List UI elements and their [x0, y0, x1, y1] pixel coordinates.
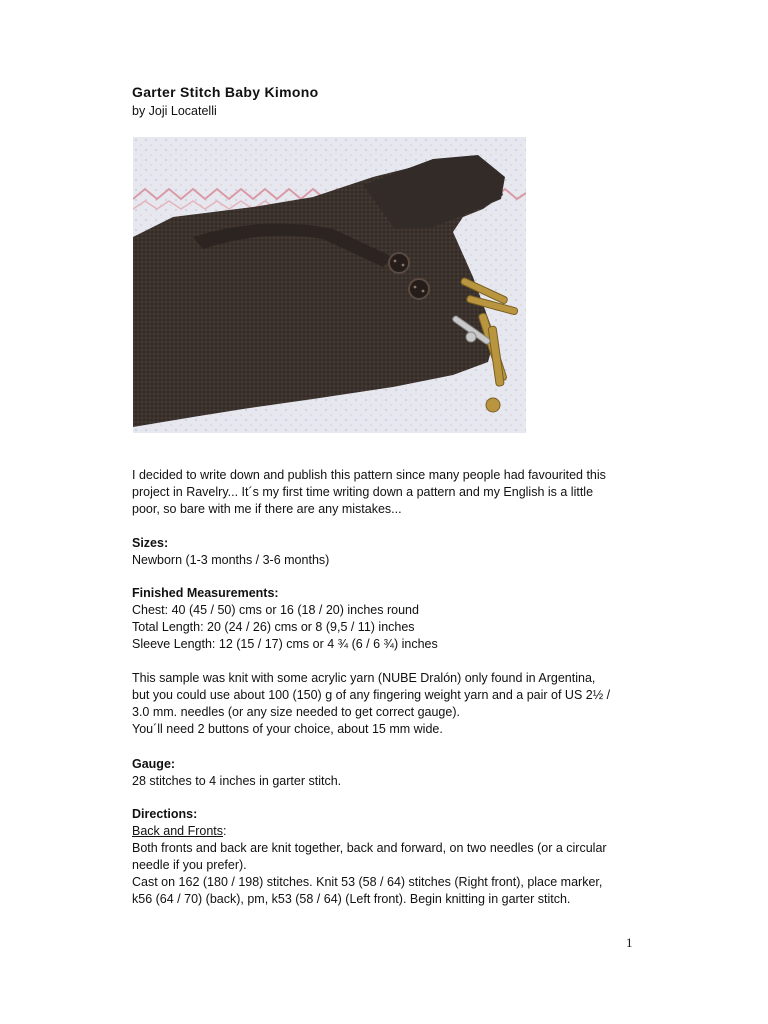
- directions-heading: Directions:: [132, 807, 198, 821]
- measurement-sleeve-length: Sleeve Length: 12 (15 / 17) cms or 4 ¾ (6 / 6 ¾) inches: [132, 637, 438, 651]
- yarn-line-2: but you could use about 100 (150) g of any fingering weight yarn and a pair of US 2½ /: [132, 688, 611, 702]
- gauge-section: [132, 756, 632, 790]
- intro-line-3: poor, so bare with me if there are any mistakes...: [132, 502, 402, 516]
- directions-line-3: Cast on 162 (180 / 198) stitches. Knit 53 (58 / 64) stitches (Right front), place marker,: [132, 875, 603, 889]
- page-number: 1: [626, 935, 633, 950]
- directions-line-1: Both fronts and back are knit together, back and forward, on two needles (or a circular: [132, 841, 607, 855]
- gauge-heading: Gauge:: [132, 757, 176, 771]
- back-and-fronts-label: Back and Fronts: [132, 824, 224, 838]
- measurements-heading: Finished Measurements:: [132, 586, 279, 600]
- sizes-section: [132, 535, 632, 569]
- sizes-heading: Sizes:: [132, 536, 169, 550]
- sizes-text: Newborn (1-3 months / 3-6 months): [132, 553, 330, 567]
- directions-line-2: needle if you prefer).: [132, 858, 247, 872]
- intro-line-2: project in Ravelry... It´s my first time writing down a pattern and my English is a little: [132, 485, 594, 499]
- yarn-line-3: 3.0 mm. needles (or any size needed to get correct gauge).: [132, 705, 460, 719]
- measurements-section: [132, 585, 632, 653]
- directions-section: [132, 806, 632, 908]
- author-byline: by Joji Locatelli: [132, 104, 217, 118]
- knitted-kimono-photo: [133, 137, 526, 433]
- back-and-fronts-subheading: [132, 823, 632, 840]
- yarn-paragraph: [132, 670, 632, 738]
- gauge-text: 28 stitches to 4 inches in garter stitch.: [132, 774, 342, 788]
- intro-line-1: I decided to write down and publish this pattern since many people had favourited this: [132, 468, 606, 482]
- yarn-line-4: You´ll need 2 buttons of your choice, about 15 mm wide.: [132, 722, 443, 736]
- directions-line-4: k56 (64 / 70) (back), pm, k53 (58 / 64) (Left front). Begin knitting in garter stitch.: [132, 892, 571, 906]
- back-and-fronts-colon: :: [223, 824, 227, 838]
- measurement-total-length: Total Length: 20 (24 / 26) cms or 8 (9,5 / 11) inches: [132, 620, 415, 634]
- intro-paragraph: [132, 467, 632, 518]
- yarn-line-1: This sample was knit with some acrylic yarn (NUBE Dralón) only found in Argentina,: [132, 671, 596, 685]
- measurement-chest: Chest: 40 (45 / 50) cms or 16 (18 / 20) inches round: [132, 603, 419, 617]
- document-title: Garter Stitch Baby Kimono: [132, 84, 319, 100]
